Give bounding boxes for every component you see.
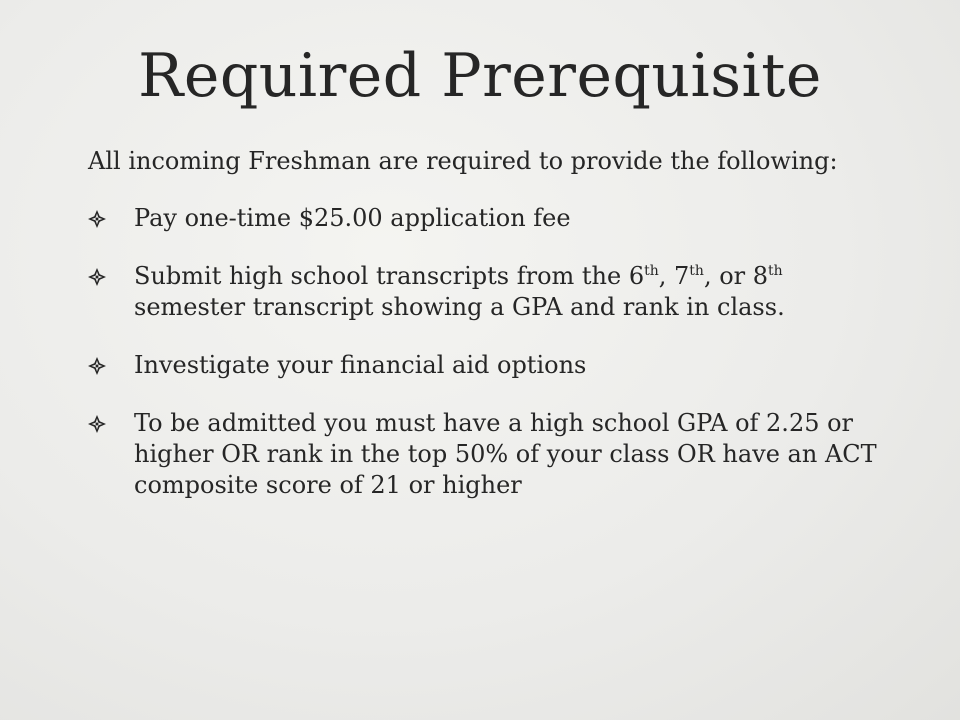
bullet-text-part: Submit high school transcripts from the 6 xyxy=(134,262,645,290)
superscript-ordinal: th xyxy=(644,263,659,279)
superscript-ordinal: th xyxy=(689,263,704,279)
bullet-item-transcripts xyxy=(88,261,888,323)
four-petal-diamond-icon xyxy=(88,268,106,286)
superscript-ordinal: th xyxy=(768,263,783,279)
bullet-text: To be admitted you must have a high school GPA of 2.25 or higher OR rank in the top 50% of your class OR have an ACT composite score of 21 or higher xyxy=(134,409,877,499)
four-petal-diamond-icon xyxy=(88,210,106,228)
bullet-text: Pay one-time $25.00 application fee xyxy=(134,204,571,232)
bullet-list xyxy=(88,203,888,501)
bullet-text-part: , 7 xyxy=(658,262,690,290)
four-petal-diamond-icon xyxy=(88,415,106,433)
intro-text: All incoming Freshman are required to provide the following: xyxy=(88,147,838,175)
four-petal-diamond-icon xyxy=(88,357,106,375)
bullet-item-admission-criteria xyxy=(88,408,888,501)
bullet-item-application-fee xyxy=(88,203,888,234)
bullet-text-part: semester transcript showing a GPA and rank in class. xyxy=(134,293,785,321)
bullet-item-financial-aid xyxy=(88,350,888,381)
bullet-text: Investigate your financial aid options xyxy=(134,351,587,379)
slide-title: Required Prerequisite xyxy=(138,41,822,111)
bullet-text-part: , or 8 xyxy=(703,262,769,290)
slide-body xyxy=(88,146,888,528)
